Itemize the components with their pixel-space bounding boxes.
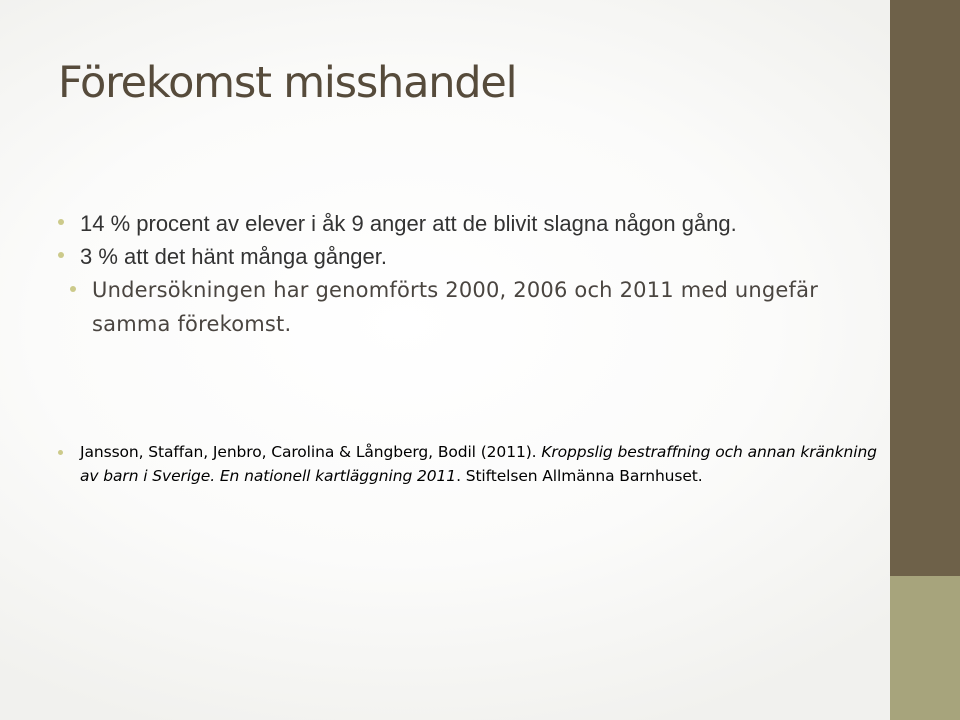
bullet-item [58, 273, 858, 341]
bullet-dot-icon [58, 219, 64, 225]
reference-citation [58, 440, 888, 488]
sidebar-accent-light [890, 576, 960, 720]
slide-title: Förekomst misshandel [58, 58, 517, 108]
bullet-dot-icon [70, 286, 76, 292]
bullet-item [58, 240, 858, 273]
bullet-list [58, 207, 858, 341]
bullet-item [58, 207, 858, 240]
bullet-text: Undersökningen har genomförts 2000, 2006 och 2011 med ungefär samma förekomst. [92, 278, 819, 336]
sidebar-accent-dark [890, 0, 960, 576]
reference-authors: Jansson, Staffan, Jenbro, Carolina & Långberg, Bodil (2011). [80, 443, 542, 461]
reference-publisher: . Stiftelsen Allmänna Barnhuset. [456, 467, 703, 485]
bullet-dot-icon [58, 450, 63, 455]
reference-work-title: Kroppslig bestraffning och annan kränkning av barn i Sverige. En nationell kartläggning 2011 [80, 443, 877, 485]
bullet-text: 3 % att det hänt många gånger. [80, 244, 388, 269]
bullet-text: 14 % procent av elever i åk 9 anger att de blivit slagna någon gång. [80, 211, 737, 236]
bullet-dot-icon [58, 252, 64, 258]
